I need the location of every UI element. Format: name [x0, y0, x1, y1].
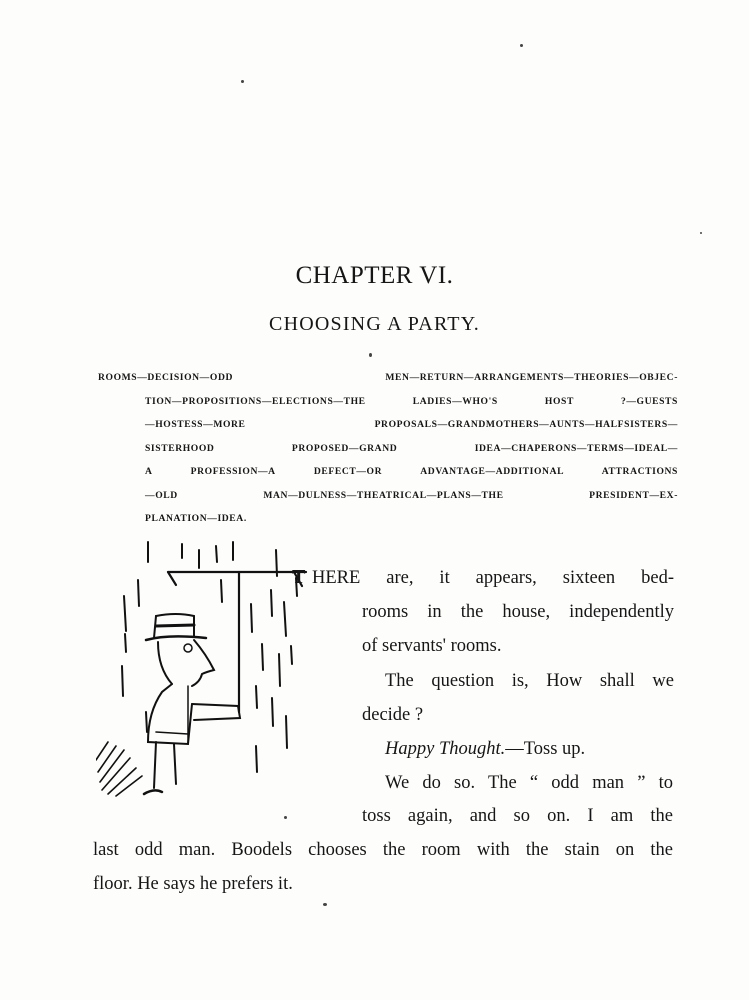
drop-cap: T	[292, 566, 306, 588]
synopsis-line: PLANATION—IDEA.	[145, 513, 247, 524]
body-line: last odd man. Boodels chooses the room with the stain on the	[93, 840, 673, 860]
paper-speck	[369, 353, 372, 357]
synopsis-line: SISTERHOOD PROPOSED—GRAND IDEA—CHAPERONS—TERMS—IDEAL—	[145, 442, 678, 454]
happy-thought-rest: —Toss up.	[505, 739, 586, 759]
synopsis-line: A PROFESSION—A DEFECT—OR ADVANTAGE—ADDITIONAL ATTRACTIONS	[145, 466, 678, 477]
body-line: toss again, and so on. I am the	[362, 806, 673, 826]
rain-man-illustration	[96, 536, 311, 806]
body-line: floor. He says he prefers it.	[93, 874, 293, 894]
body-line: of servants' rooms.	[362, 636, 502, 656]
paper-speck	[520, 44, 523, 47]
paper-speck	[284, 816, 287, 819]
body-line: HERE are, it appears, sixteen bed-	[312, 568, 674, 588]
body-line	[385, 739, 585, 760]
synopsis-line: —OLD MAN—DULNESS—THEATRICAL—PLANS—THE PRESIDENT—EX-	[145, 489, 678, 501]
body-line: We do so. The “ odd man ” to	[385, 773, 673, 793]
paper-speck	[700, 232, 702, 234]
chapter-title: CHOOSING A PARTY.	[269, 313, 480, 335]
synopsis-line: TION—PROPOSITIONS—ELECTIONS—THE LADIES—WHO'S HOST ?—GUESTS	[145, 395, 678, 407]
synopsis-line: —HOSTESS—MORE PROPOSALS—GRANDMOTHERS—AUNTS—HALFSISTERS—	[145, 419, 678, 430]
paper-speck	[241, 80, 244, 83]
chapter-synopsis	[98, 366, 678, 531]
body-line: rooms in the house, independently	[362, 602, 674, 622]
body-line: decide ?	[362, 705, 424, 725]
synopsis-line: ROOMS—DECISION—ODD MEN—RETURN—ARRANGEMENTS—THEORIES—OBJEC-	[98, 372, 678, 383]
chapter-number: CHAPTER VI.	[295, 262, 454, 289]
paper-speck	[323, 903, 327, 906]
body-line: The question is, How shall we	[385, 671, 674, 691]
happy-thought-italic: Happy Thought.	[385, 739, 506, 759]
